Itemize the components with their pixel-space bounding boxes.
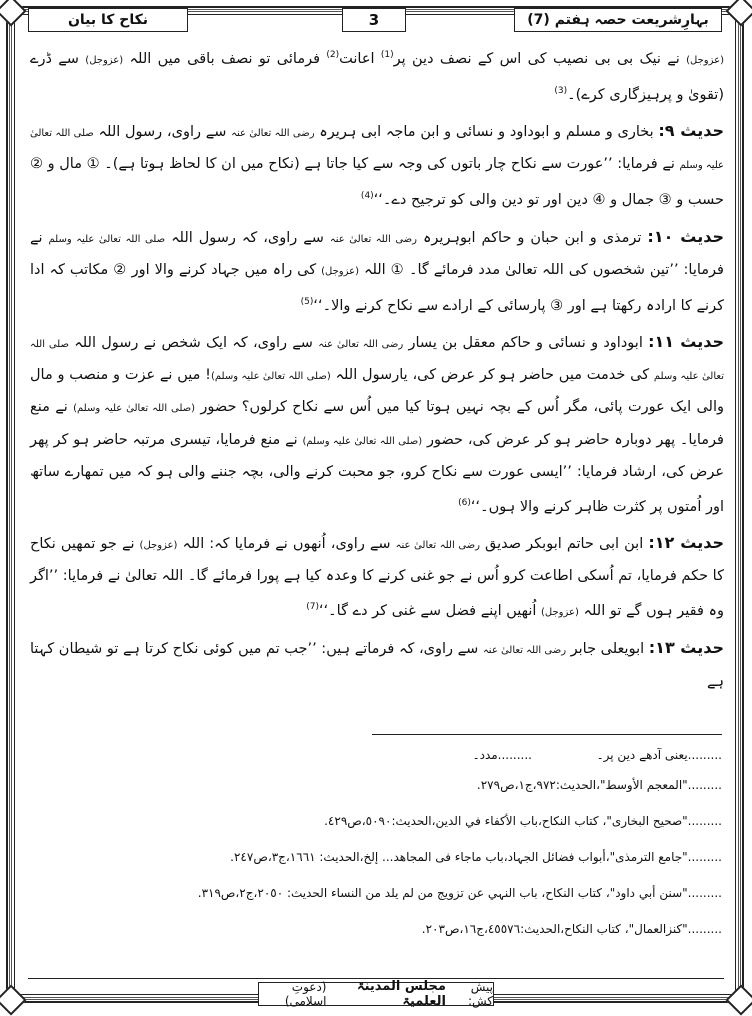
text-run: سے راوی، رسول اللہ bbox=[93, 124, 232, 141]
honorific: (صلی اللہ تعالیٰ علیہ وسلم) bbox=[73, 403, 196, 415]
paragraph bbox=[30, 632, 724, 697]
honorific: (عزوجل) bbox=[541, 607, 579, 619]
honorific: (عزوجل) bbox=[686, 54, 724, 66]
page-header bbox=[28, 8, 722, 34]
page-footer bbox=[258, 979, 494, 1009]
footnote-ref: (5) bbox=[300, 296, 314, 307]
honorific: صلی اللہ تعالیٰ علیہ وسلم bbox=[30, 128, 724, 172]
text-run: ابویعلی جابر bbox=[566, 641, 649, 658]
footnote-divider bbox=[372, 734, 722, 735]
paragraph bbox=[30, 527, 724, 628]
honorific: رضی اللہ تعالیٰ عنہ bbox=[318, 338, 404, 350]
text-run: نے منع فرمایا، تیسری مرتبہ حاضر ہو کر پھر عرض کی، ارشاد فرمایا: ’’ایسی عورت سے نکاح کرو، جو محبت کرنے والی، بچہ جننے والی ہو کہ میں تمھارے ساتھ اور اُمتوں پر کثرت ظاہر کرنے والا ہوں۔‘‘ bbox=[30, 431, 724, 515]
text-run: نے نیک بی بی نصیب کی اس کے نصف دین پر bbox=[393, 50, 687, 67]
paragraph bbox=[30, 221, 724, 322]
footnote-ref: (3) bbox=[554, 86, 568, 97]
footnote-1: .........یعنی آدھے دین پر۔ bbox=[596, 748, 722, 762]
main-text bbox=[30, 40, 724, 702]
text-run: سے راوی، کہ ایک شخص نے رسول اللہ bbox=[68, 334, 319, 351]
text-run: بخاری و مسلم و ابوداود و نسائی و ابن ماجہ ابی ہریرہ bbox=[314, 124, 659, 141]
paragraph bbox=[30, 40, 724, 111]
text-run: نے منع فرمایا۔ پھر دوبارہ حاضر ہو کر عرض کی، حضور bbox=[30, 399, 724, 448]
footnote-ref: (4) bbox=[360, 191, 374, 202]
text-run: نے فرمایا: ’’تین شخصوں کی اللہ تعالیٰ مدد فرمائے گا۔ ① اللہ bbox=[30, 229, 724, 278]
footnote-6: ........."سنن أبي داود"، کتاب النکاح، باب النہي عن تزویج من لم یلد من النساء الحدیث: ٢٠٥٠،ج٢،ص٣١٩. bbox=[197, 886, 722, 900]
footnote-ref: (6) bbox=[458, 497, 471, 508]
honorific: (عزوجل) bbox=[321, 265, 359, 277]
text-run: ابوداود و نسائی و حاکم معقل بن یسار bbox=[403, 334, 649, 351]
text-run: نے فرمایا: ’’عورت سے نکاح چار باتوں کی وجہ سے کیا جاتا ہے (نکاح میں ان کا لحاظ ہوتا ہے)۔ ① مال و ② حسب و ③ جمال و ④ دین اور تو دین والی کو ترجیح دے۔‘‘ bbox=[30, 156, 724, 209]
text-run: نے جو تمھیں نکاح کا حکم فرمایا، تم اُسکی اطاعت کرو اُس نے جو غنی کرنے کا وعدہ کیا ہے پورا فرمائے گا۔ اللہ تعالیٰ نے فرمایا: ’’اگر وہ فقیر ہوں گے تو اللہ bbox=[30, 535, 724, 620]
footnote-5: ........."جامع الترمذی"،أبواب فضائل الجہاد،باب ماجاء فی المجاھد... إلخ،الحدیث: ١٦٦١،ج٣،ص٢٤٧. bbox=[230, 850, 722, 864]
text-run: کی خدمت میں حاضر ہو کر عرض کی، یارسول اللہ bbox=[330, 367, 654, 384]
honorific: صلی اللہ تعالیٰ علیہ وسلم bbox=[48, 233, 166, 245]
footer-org: (دعوتِ اسلامی) bbox=[284, 980, 327, 1008]
hadith-label: حدیث ۱۲: bbox=[648, 532, 724, 552]
text-run: ابن ابی حاتم ابوبکر صدیق bbox=[480, 535, 649, 552]
paragraph bbox=[30, 115, 724, 216]
hadith-label: حدیث ۹: bbox=[658, 121, 724, 141]
honorific: صلی اللہ تعالیٰ علیہ وسلم bbox=[30, 338, 724, 383]
footer-presenter: پیش کش: bbox=[467, 980, 493, 1008]
honorific: (عزوجل) bbox=[85, 54, 124, 66]
book-title: بہارِشریعت حصہ ہفتم (7) bbox=[514, 8, 722, 32]
hadith-label: حدیث ۱۱: bbox=[648, 331, 724, 351]
text-run: کی راہ میں جہاد کرنے والا اور ② مکاتب کہ ادا کرنے کا ارادہ رکھتا ہے اور ③ پارسائی کے ارادے سے نکاح کرنے والا۔‘‘ bbox=[30, 261, 724, 314]
honorific: رضی اللہ تعالیٰ عنہ bbox=[395, 539, 480, 551]
honorific: رضی اللہ تعالیٰ عنہ bbox=[231, 128, 315, 140]
text-run: اعانت bbox=[339, 50, 381, 67]
text-run: ترمذی و ابن حبان و حاکم ابوہریرہ bbox=[416, 229, 648, 246]
text-run: ! میں نے عزت و منصب و مال والی ایک عورت پائی، مگر اُس کے بچہ نہیں ہوتا کیا میں اُس سے نکاح کرلوں؟ حضور bbox=[30, 367, 725, 416]
footnotes bbox=[60, 740, 722, 944]
text-run: سے ڈرے (تقویٰ و پرہیزگاری کرے)۔ bbox=[30, 50, 724, 103]
footer-publisher: مجلس المدینۃ العلمیۃ bbox=[356, 979, 446, 1009]
page-number: 3 bbox=[342, 8, 406, 32]
honorific: رضی اللہ تعالیٰ عنہ bbox=[329, 233, 417, 245]
honorific: (عزوجل) bbox=[139, 539, 178, 551]
footnote-ref: (2) bbox=[326, 50, 340, 60]
text-run: سے راوی، کہ رسول اللہ bbox=[165, 229, 330, 246]
footnote-ref: (7) bbox=[306, 602, 319, 613]
footnote-4: ........."صحیح البخاری"، کتاب النکاح،باب الأکفاء في الدین،الحدیث:٥٠٩٠،ص٤٢٩. bbox=[324, 814, 722, 828]
hadith-label: حدیث ۱۰: bbox=[647, 226, 724, 246]
honorific: (صلی اللہ تعالیٰ علیہ وسلم) bbox=[211, 371, 331, 383]
footnote-2: .........مدد۔ bbox=[472, 748, 532, 762]
text-run: فرمائی تو نصف باقی میں اللہ bbox=[123, 50, 327, 67]
footnote-7: ........."کنزالعمال"، کتاب النکاح،الحدیث:٤٥٥٧٦،ج١٦،ص٢٠٣. bbox=[421, 922, 722, 936]
footnote-3: ........."المعجم الأوسط"،الحدیث:٩٧٢،ج١،ص٢٧٩. bbox=[476, 778, 722, 792]
text-run: سے راوی، اُنھوں نے فرمایا کہ: اللہ bbox=[177, 535, 396, 552]
honorific: (صلی اللہ تعالیٰ علیہ وسلم) bbox=[302, 435, 423, 447]
hadith-label: حدیث ۱۳: bbox=[648, 638, 724, 658]
text-run: سے راوی، کہ فرماتے ہیں: ’’جب تم میں کوئی نکاح کرتا ہے تو شیطان کہتا ہے bbox=[30, 641, 724, 690]
chapter-title: نکاح کا بیان bbox=[28, 8, 188, 32]
honorific: رضی اللہ تعالیٰ عنہ bbox=[482, 645, 567, 657]
text-run: اُنھیں اپنے فضل سے غنی کر دے گا۔‘‘ bbox=[318, 603, 542, 620]
footnote-ref: (1) bbox=[380, 50, 394, 60]
paragraph bbox=[30, 326, 724, 523]
